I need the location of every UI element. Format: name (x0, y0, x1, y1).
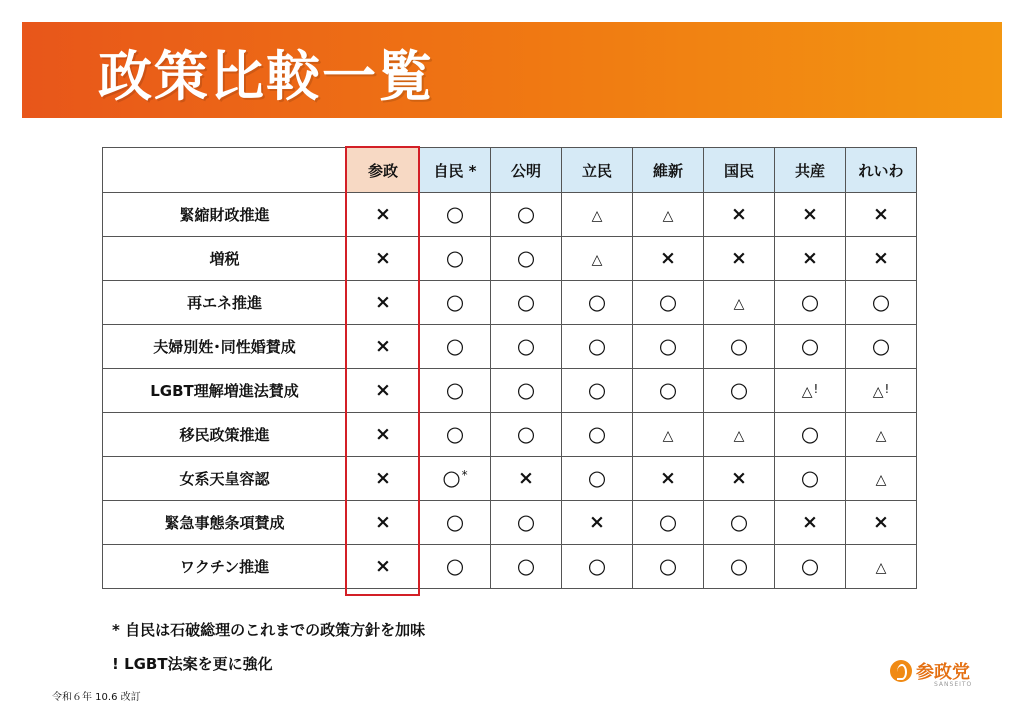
table-cell (420, 281, 491, 325)
table-cell (846, 281, 917, 325)
table-row (103, 413, 917, 457)
table-cell (347, 281, 420, 325)
table-cell (633, 413, 704, 457)
triangle-mark: △ (801, 383, 813, 400)
table-cell (347, 545, 420, 589)
circle-mark: ○ (658, 554, 678, 578)
cell-suffix: ! (884, 381, 890, 396)
row-label: 移民政策推進 (103, 413, 347, 457)
triangle-mark: △ (875, 427, 887, 444)
circle-mark: ○ (445, 510, 465, 534)
revision-date: 令和６年 10.6 改訂 (52, 692, 141, 703)
cross-mark: × (518, 467, 534, 489)
circle-mark: ○ (445, 334, 465, 358)
table-row (103, 281, 917, 325)
circle-mark: ○ (587, 290, 607, 314)
table-cell (704, 325, 775, 369)
cross-mark: × (873, 203, 889, 225)
cross-mark: × (375, 379, 391, 401)
cell-suffix: ! (813, 381, 819, 396)
cross-mark: × (375, 511, 391, 533)
cross-mark: × (375, 335, 391, 357)
table-cell (491, 237, 562, 281)
table-cell (704, 193, 775, 237)
table-cell (775, 281, 846, 325)
table-cell (846, 193, 917, 237)
circle-mark: ○ (658, 510, 678, 534)
circle-mark: ○ (516, 202, 536, 226)
triangle-mark: △ (591, 251, 603, 268)
corner-cell (103, 148, 347, 193)
table-cell (704, 413, 775, 457)
note-ldp: * 自民は石破総理のこれまでの政策方針を加味 (112, 621, 426, 639)
table-cell (491, 193, 562, 237)
table-cell (562, 237, 633, 281)
triangle-mark: △ (591, 207, 603, 224)
table-cell (491, 501, 562, 545)
table-row (103, 325, 917, 369)
table-cell (846, 325, 917, 369)
table-cell (491, 545, 562, 589)
party-header-komeito: 公明 (491, 148, 562, 193)
cross-mark: × (589, 511, 605, 533)
circle-mark: ○ (516, 510, 536, 534)
party-header-dpfp: 国民 (704, 148, 775, 193)
circle-mark: ○ (587, 554, 607, 578)
policy-comparison-table (102, 147, 917, 589)
cell-suffix: * (461, 468, 468, 482)
triangle-mark: △ (875, 471, 887, 488)
title-banner (22, 22, 1002, 118)
party-header-reiwa: れいわ (846, 148, 917, 193)
circle-mark: ○ (729, 378, 749, 402)
table-cell (562, 457, 633, 501)
table-cell (775, 237, 846, 281)
table-cell (633, 193, 704, 237)
party-header-cdp: 立民 (562, 148, 633, 193)
table-cell (633, 369, 704, 413)
row-label: 夫婦別姓･同性婚賛成 (103, 325, 347, 369)
circle-mark: ○ (729, 554, 749, 578)
circle-mark: ○ (445, 290, 465, 314)
table-row (103, 545, 917, 589)
table-cell (347, 413, 420, 457)
party-header-ldp: 自民 * (420, 148, 491, 193)
table-cell (704, 369, 775, 413)
table-cell (562, 369, 633, 413)
table-cell (420, 193, 491, 237)
circle-mark: ○ (587, 422, 607, 446)
table-cell (491, 281, 562, 325)
table-body (103, 193, 917, 589)
party-header-sanseito: 参政 (347, 148, 420, 193)
circle-mark: ○ (658, 290, 678, 314)
circle-mark: ○ (516, 378, 536, 402)
circle-mark: ○ (516, 554, 536, 578)
circle-mark: ○ (800, 334, 820, 358)
cross-mark: × (731, 247, 747, 269)
cross-mark: × (375, 291, 391, 313)
table-cell (633, 545, 704, 589)
table-cell (704, 501, 775, 545)
table-cell (562, 413, 633, 457)
circle-mark: ○ (445, 246, 465, 270)
header-row (103, 148, 917, 193)
cross-mark: × (873, 511, 889, 533)
table-cell (420, 457, 491, 501)
cross-mark: × (802, 247, 818, 269)
circle-mark: ○ (516, 422, 536, 446)
row-label: LGBT理解増進法賛成 (103, 369, 347, 413)
circle-mark: ○ (516, 246, 536, 270)
triangle-mark: △ (875, 559, 887, 576)
table-cell (347, 501, 420, 545)
table-cell (347, 237, 420, 281)
cross-mark: × (802, 511, 818, 533)
cross-mark: × (731, 203, 747, 225)
circle-mark: ○ (658, 378, 678, 402)
table-cell (562, 281, 633, 325)
logo-mark-icon (890, 660, 912, 682)
cross-mark: × (660, 247, 676, 269)
table-cell (633, 457, 704, 501)
circle-mark: ○ (587, 466, 607, 490)
table-cell (704, 281, 775, 325)
table-cell (846, 413, 917, 457)
table-cell (775, 545, 846, 589)
circle-mark: ○ (442, 466, 461, 490)
table-row (103, 237, 917, 281)
circle-mark: ○ (658, 334, 678, 358)
circle-mark: ○ (587, 378, 607, 402)
triangle-mark: △ (662, 207, 674, 224)
table-cell (420, 501, 491, 545)
table-cell (420, 413, 491, 457)
row-label: 女系天皇容認 (103, 457, 347, 501)
table-cell (775, 325, 846, 369)
table-cell (491, 413, 562, 457)
circle-mark: ○ (587, 334, 607, 358)
table-row (103, 457, 917, 501)
table-cell (633, 501, 704, 545)
row-label: ワクチン推進 (103, 545, 347, 589)
table-cell (775, 369, 846, 413)
table-cell (846, 545, 917, 589)
table-cell (420, 545, 491, 589)
cross-mark: × (802, 203, 818, 225)
circle-mark: ○ (516, 334, 536, 358)
table-cell (846, 457, 917, 501)
table-row (103, 193, 917, 237)
table-row (103, 369, 917, 413)
circle-mark: ○ (516, 290, 536, 314)
table-cell (846, 237, 917, 281)
table-cell (704, 545, 775, 589)
cross-mark: × (375, 423, 391, 445)
circle-mark: ○ (871, 334, 891, 358)
circle-mark: ○ (800, 466, 820, 490)
circle-mark: ○ (729, 334, 749, 358)
circle-mark: ○ (800, 554, 820, 578)
cross-mark: × (375, 247, 391, 269)
cross-mark: × (375, 555, 391, 577)
cross-mark: × (375, 467, 391, 489)
row-label: 再エネ推進 (103, 281, 347, 325)
table-cell (347, 457, 420, 501)
party-header-ishin: 維新 (633, 148, 704, 193)
cross-mark: × (660, 467, 676, 489)
party-header-jcp: 共産 (775, 148, 846, 193)
triangle-mark: △ (733, 295, 745, 312)
table-cell (775, 457, 846, 501)
circle-mark: ○ (729, 510, 749, 534)
table-cell (562, 193, 633, 237)
table-cell (347, 325, 420, 369)
table-cell (347, 193, 420, 237)
table-cell (420, 325, 491, 369)
triangle-mark: △ (872, 383, 884, 400)
table-cell (704, 457, 775, 501)
cross-mark: × (731, 467, 747, 489)
row-label: 増税 (103, 237, 347, 281)
table-row (103, 501, 917, 545)
circle-mark: ○ (800, 290, 820, 314)
party-logo (890, 658, 980, 692)
circle-mark: ○ (871, 290, 891, 314)
row-label: 緊縮財政推進 (103, 193, 347, 237)
table-cell (562, 325, 633, 369)
table-cell (846, 369, 917, 413)
table-cell (846, 501, 917, 545)
row-label: 緊急事態条項賛成 (103, 501, 347, 545)
note-lgbt: ! LGBT法案を更に強化 (112, 655, 273, 673)
table-cell (562, 545, 633, 589)
table-cell (491, 369, 562, 413)
circle-mark: ○ (445, 202, 465, 226)
cross-mark: × (873, 247, 889, 269)
table-cell (420, 369, 491, 413)
circle-mark: ○ (445, 378, 465, 402)
table-cell (633, 325, 704, 369)
logo-text: 参政党 (916, 662, 970, 683)
table-cell (704, 237, 775, 281)
circle-mark: ○ (445, 554, 465, 578)
page-title: 政策比較一覧 (98, 45, 434, 108)
table-cell (775, 193, 846, 237)
logo-subtext: SANSEITO (934, 681, 973, 688)
circle-mark: ○ (800, 422, 820, 446)
cross-mark: × (375, 203, 391, 225)
triangle-mark: △ (662, 427, 674, 444)
table-cell (633, 281, 704, 325)
table-cell (562, 501, 633, 545)
table-cell (775, 413, 846, 457)
table-cell (491, 325, 562, 369)
table-cell (347, 369, 420, 413)
table-cell (420, 237, 491, 281)
table-cell (775, 501, 846, 545)
circle-mark: ○ (445, 422, 465, 446)
triangle-mark: △ (733, 427, 745, 444)
table-cell (491, 457, 562, 501)
table-cell (633, 237, 704, 281)
